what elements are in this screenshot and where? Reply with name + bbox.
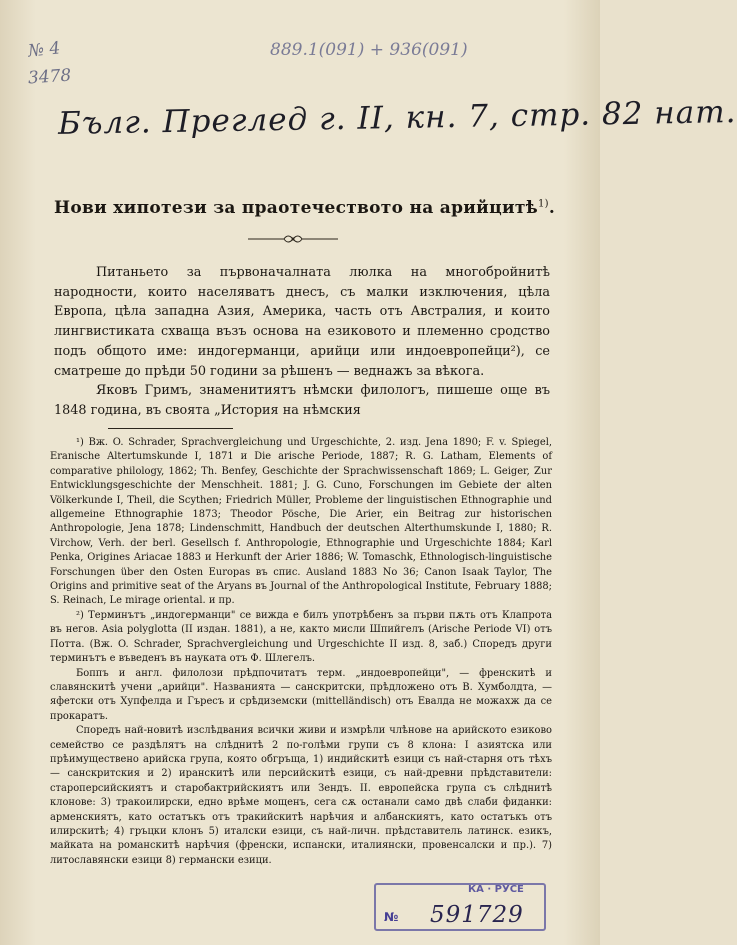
title-text: Нови хипотези за праотечеството на арийцитѣ xyxy=(54,198,538,218)
handwritten-note-number: № 4 xyxy=(27,38,62,62)
stamp-header: КА · РУСЕ xyxy=(468,884,524,895)
ornament-divider-icon xyxy=(248,229,338,249)
handwritten-classification: 889.1(091) + 936(091) xyxy=(270,40,468,60)
footnote-rule xyxy=(108,428,233,429)
footnotes xyxy=(50,436,552,868)
handwritten-source-reference: Бълг. Преглед г. II, кн. 7, стр. 82 нат. xyxy=(57,94,737,142)
article-body xyxy=(54,263,550,421)
title-footnote-mark: 1) xyxy=(537,198,549,210)
footnote: Споредъ най-новитѣ изслѣдвания всички живи и измрѣли члѣнове на арийското езиково семейство се раздѣлятъ на слѣднитѣ 2 по-голѣми групи съ 8 клона: I азиятска или прѣимуществено арийска група, която обгръща, 1) индийскитѣ езици съ най-старня отъ тѣхъ — санскритския и 2) иранскитѣ или персийскитѣ езици, съ най-древни прѣдставители: староперсийскиятъ и старобактрийскиятъ или Зендъ. II. европейска група съ слѣднитѣ клонове: 3) тракоилирски, едно врѣме мощенъ, сега сѫ останали само двѣ слаби фиданки: арменскиятъ, като остатъкъ отъ тракийскитѣ нарѣчия и албанскиятъ, като остатъкъ отъ илирскитѣ; 4) гръцки клонъ 5) италски езици, съ най-личн. прѣдставитель латинск. езикъ, майката на романскитѣ нарѣчия (френски, испански, италиянски, провенсалски и пр.). 7) литославянски езици 8) германски езици. xyxy=(50,725,552,866)
footnote: Боппъ и англ. филолози прѣдпочитатъ терм. „индоевропейци", — френскитѣ и славянскитѣ учени „арийци". Названията — санскритски, прѣдложено отъ В. Хумболдта, — яфетски отъ Хупфелда и Гъресъ и срѣдиземски (mittelländisch) отъ Евалда не можахж да се прокаратъ. xyxy=(50,667,552,722)
handwritten-note-code: 3478 xyxy=(27,65,72,89)
footnote: ²) Терминътъ „индогерманци" се вижда е билъ употрѣбенъ за първи пѫть отъ Клапрота въ негов. Asia polyglotta (II издан. 1881), а не, както мисли Шпийгелъ (Arische Periode VI) отъ Потта. (Вж. O. Schrader, Sprachvergleichung und Urgeschichte II изд. 8, заб.) Споредъ други терминътъ е въведенъ въ науката отъ Ф. Шлегелъ. xyxy=(50,609,552,665)
footnote: ¹) Вж. O. Schrader, Sprachvergleichung und Urgeschichte, 2. изд. Jena 1890; F. v. Spiegel, Eranische Altertumskunde I, 1871 и Die arische Periode, 1887; R. G. Latham, Elements of comparative philology, 1862; Th. Benfey, Geschichte der Sprachwissenschaft 1869; L. Geiger, Zur Entwicklungsgeschichte der Menschheit. 1881; J. G. Cuno, Forschungen im Gebiete der alten Völkerkunde I, Theil, die Scythen; Friedrich Müller, Probleme der linguistischen Ethnographie und allgemeine Ethnographie 1873; Theodor Pösche, Die Arier, ein Beitrag zur historischen Anthropologie, Jena 1878; Lindenschmitt, Handbuch der deutschen Alterthumskunde I, 1880; R. Virchow, Verh. der berl. Gesellsch f. Anthropologie, Ethnographie und Urgeschichte 1884; Karl Penka, Origines Ariacae 1883 и Herkunft der Arier 1886; W. Tomaschk, Ethnologisch-linguistische Forschungen über den Osten Europas въ спис. Ausland 1883 No 36; Canon Isaak Taylor, The Origins and primitive seat of the Aryans въ Journal of the Anthropological Institute, February 1888; S. Reinach, Le mirage oriental. и пр. xyxy=(50,437,552,607)
body-paragraph: Яковъ Гримъ, знаменитиятъ нѣмски филологъ, пишеше още въ 1848 година, въ своята „История на нѣмския xyxy=(54,383,550,418)
stamp-number: 591729 xyxy=(430,902,524,928)
stamp-label: № xyxy=(384,910,399,924)
body-paragraph: Питаньето за първоначалната люлка на многобройнитѣ народности, които населяватъ днесъ, съ малки изключения, цѣла Европа, цѣла западна Азия, Америка, часть отъ Австралия, и които лингвистиката схваща възъ основа на езиковото и племенно сродство подъ общото име: индогерманци, арийци или индоевропейци²), се сматреше до прѣди 50 години за рѣшенъ — веднажъ за вѣкога. xyxy=(54,265,550,379)
article-title xyxy=(54,198,554,218)
title-end: . xyxy=(548,198,556,218)
